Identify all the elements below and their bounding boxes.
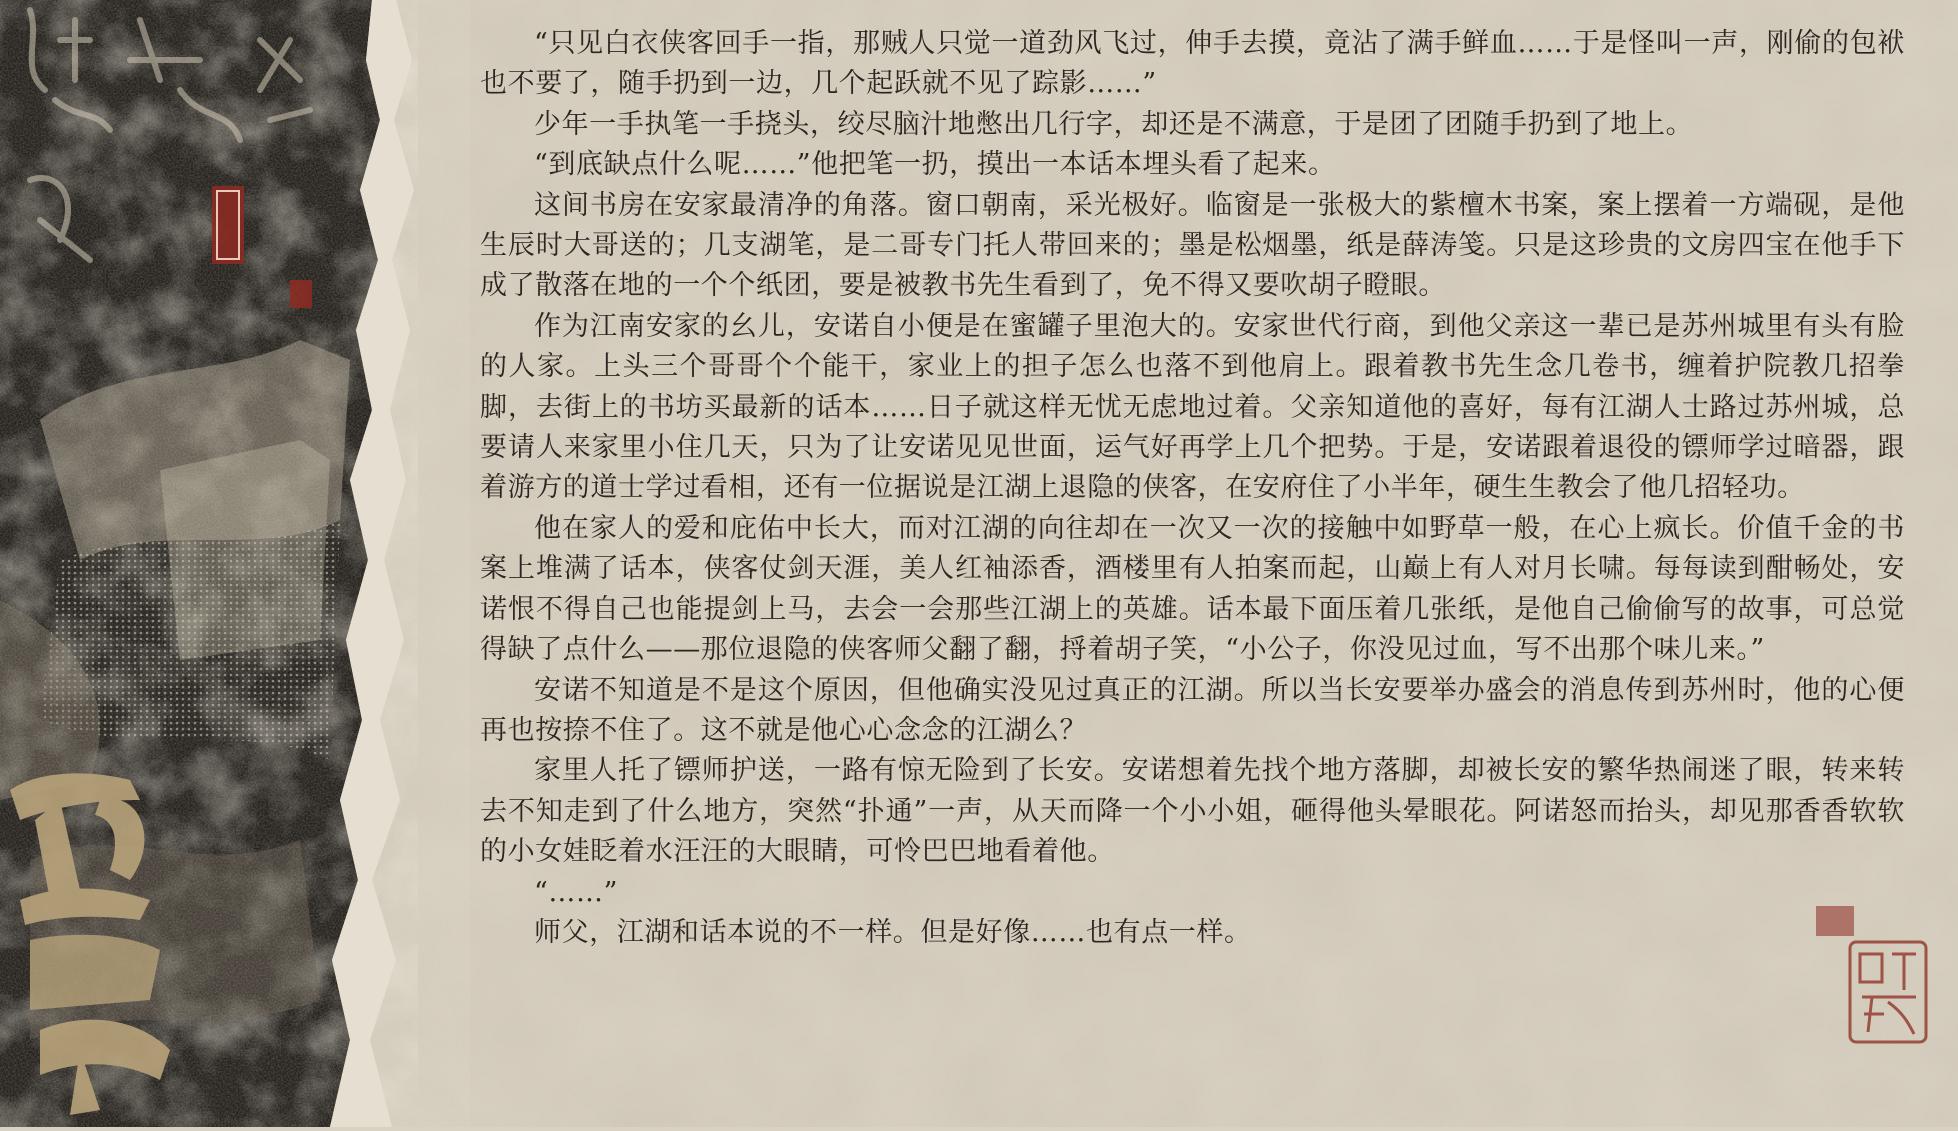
paragraph: “……”: [534, 876, 619, 908]
story-text: [480, 24, 1905, 953]
paragraph: 作为江南安家的幺儿，安诺自小便是在蜜罐子里泡大的。安家世代行商，到他父亲这一辈已是苏州城里有头有脸的人家。上头三个哥哥个个能干，家业上的担子怎么也落不到他肩上。跟着教书先生念几卷书，缠着护院教几招拳脚，去街上的书坊买最新的话本……日子就这样无忧无虑地过着。父亲知道他的喜好，每有江湖人士路过苏州城，总要请人来家里小住几天，只为了让安诺见见世面，运气好再学上几个把势。于是，安诺跟着退役的镖师学过暗器，跟着游方的道士学过看相，还有一位据说是江湖上退隐的侠客，在安府住了小半年，硬生生教会了他几招轻功。: [480, 310, 1905, 504]
paragraph: 家里人托了镖师护送，一路有惊无险到了长安。安诺想着先找个地方落脚，却被长安的繁华热闹迷了眼，转来转去不知走到了什么地方，突然“扑通”一声，从天而降一个小小姐，砸得他头晕眼花。阿诺怒而抬头，却见那香香软软的小女娃眨着水汪汪的大眼睛，可怜巴巴地看着他。: [480, 755, 1905, 868]
paragraph: 师父，江湖和话本说的不一样。但是好像……也有点一样。: [534, 916, 1252, 948]
paragraph: “只见白衣侠客回手一指，那贼人只觉一道劲风飞过，伸手去摸，竟沾了满手鲜血……于是怪叫一声，刚偷的包袱也不要了，随手扔到一边，几个起跃就不见了踪影……”: [480, 28, 1905, 100]
paragraph: “到底缺点什么呢……”他把笔一扔，摸出一本话本埋头看了起来。: [534, 149, 1336, 181]
paragraph: 这间书房在安家最清净的角落。窗口朝南，采光极好。临窗是一张极大的紫檀木书案，案上摆着一方端砚，是他生辰时大哥送的；几支湖笔，是二哥专门托人带回来的；墨是松烟墨，纸是薛涛笺。只是这珍贵的文房四宝在他手下成了散落在地的一个个纸团，要是被教书先生看到了，免不得又要吹胡子瞪眼。: [480, 189, 1905, 302]
ink-painting-panel: [0, 0, 470, 1127]
paragraph: 少年一手执笔一手挠头，绞尽脑汁地憋出几行字，却还是不满意，于是团了团随手扔到了地上。: [534, 108, 1694, 140]
paragraph: 他在家人的爱和庇佑中长大，而对江湖的向往却在一次又一次的接触中如野草一般，在心上疯长。价值千金的书案上堆满了话本，侠客仗剑天涯，美人红袖添香，酒楼里有人拍案而起，山巅上有人对月长啸。每每读到酣畅处，安诺恨不得自己也能提剑上马，去会一会那些江湖上的英雄。话本最下面压着几张纸，是他自己偷偷写的故事，可总觉得缺了点什么——那位退隐的侠客师父翻了翻，捋着胡子笑，“小公子，你没见过血，写不出那个味儿来。”: [480, 512, 1905, 666]
paragraph: 安诺不知道是不是这个原因，但他确实没见过真正的江湖。所以当长安要举办盛会的消息传到苏州时，他的心便再也按捺不住了。这不就是他心心念念的江湖么？: [480, 674, 1905, 746]
red-seal-stamp-icon: [1812, 902, 1932, 1052]
